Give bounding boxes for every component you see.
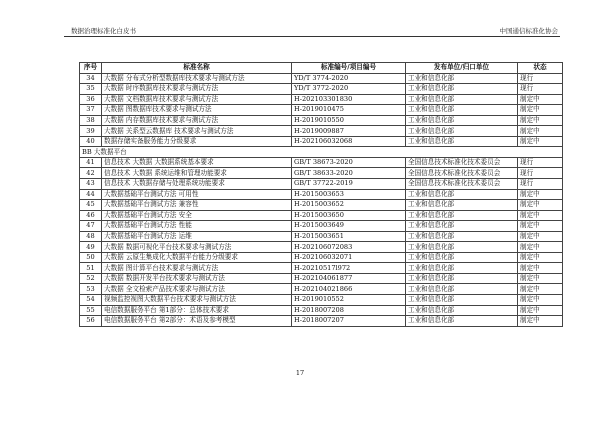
table-row (80, 94, 563, 105)
cell-status: 制定中 (518, 242, 563, 253)
page-header-right: 中国通信标准化协会 (499, 27, 558, 35)
table-group-row (80, 147, 563, 158)
cell-code: H-2019009887 (292, 126, 406, 137)
cell-no: 52 (80, 273, 102, 284)
cell-status: 制定中 (518, 126, 563, 137)
cell-org: 工业和信息化部 (406, 284, 518, 295)
cell-no: 54 (80, 295, 102, 306)
table-row (80, 200, 563, 211)
cell-no: 46 (80, 210, 102, 221)
table-row (80, 210, 563, 221)
cell-name: 电信数据服务平台 第2部分：术语及参考模型 (102, 316, 292, 327)
table-row (80, 305, 563, 316)
cell-status: 制定中 (518, 231, 563, 242)
cell-org: 全国信息技术标准化技术委员会 (406, 168, 518, 179)
cell-code: H-2015003652 (292, 200, 406, 211)
cell-code: H-2015003650 (292, 210, 406, 221)
cell-status: 制定中 (518, 94, 563, 105)
cell-code: H-202104061877 (292, 273, 406, 284)
table-row (80, 157, 563, 168)
group-label: BB 大数据平台 (80, 147, 563, 158)
cell-name: 大数据 关系型云数据库 技术要求与测试方法 (102, 126, 292, 137)
cell-no: 41 (80, 157, 102, 168)
cell-name: 大数据 内存数据库技术要求与测试方法 (102, 115, 292, 126)
cell-name: 大数据 图计算平台技术要求与测试方法 (102, 263, 292, 274)
cell-org: 工业和信息化部 (406, 200, 518, 211)
cell-org: 工业和信息化部 (406, 115, 518, 126)
cell-name: 信息技术 大数据 大数据系统基本要求 (102, 157, 292, 168)
cell-code: GB/T 38633-2020 (292, 168, 406, 179)
cell-name: 大数据 分布式分析型数据库技术要求与测试方法 (102, 73, 292, 84)
cell-code: H-2019010475 (292, 105, 406, 116)
cell-status: 制定中 (518, 273, 563, 284)
cell-org: 工业和信息化部 (406, 136, 518, 147)
cell-code: H-2019010552 (292, 295, 406, 306)
table-row (80, 189, 563, 200)
cell-status: 制定中 (518, 221, 563, 232)
cell-code: H-2015003649 (292, 221, 406, 232)
cell-status: 现行 (518, 168, 563, 179)
cell-status: 现行 (518, 84, 563, 95)
cell-no: 34 (80, 73, 102, 84)
cell-name: 大数据基础平台测试方法 兼容性 (102, 200, 292, 211)
cell-status: 制定中 (518, 136, 563, 147)
cell-org: 全国信息技术标准化技术委员会 (406, 179, 518, 190)
cell-no: 55 (80, 305, 102, 316)
table-row (80, 136, 563, 147)
cell-status: 制定中 (518, 263, 563, 274)
cell-code: H-202106032071 (292, 252, 406, 263)
header-rule (64, 36, 560, 37)
page-header-left: 数据治理标准化白皮书 (71, 27, 136, 35)
table-row (80, 231, 563, 242)
cell-org: 工业和信息化部 (406, 94, 518, 105)
cell-name: 信息技术 大数据存储与处理系统功能要求 (102, 179, 292, 190)
table-row (80, 242, 563, 253)
cell-org: 工业和信息化部 (406, 295, 518, 306)
cell-no: 40 (80, 136, 102, 147)
cell-status: 制定中 (518, 189, 563, 200)
cell-org: 工业和信息化部 (406, 84, 518, 95)
cell-code: H-2019010550 (292, 115, 406, 126)
cell-status: 现行 (518, 73, 563, 84)
cell-no: 42 (80, 168, 102, 179)
cell-status: 制定中 (518, 305, 563, 316)
table-row (80, 126, 563, 137)
cell-org: 工业和信息化部 (406, 273, 518, 284)
cell-code: H-202104021866 (292, 284, 406, 295)
cell-no: 51 (80, 263, 102, 274)
cell-status: 制定中 (518, 210, 563, 221)
cell-code: GB/T 38673-2020 (292, 157, 406, 168)
cell-name: 大数据 数据可视化平台技术要求与测试方法 (102, 242, 292, 253)
cell-name: 大数据 时序数据库技术要求与测试方法 (102, 84, 292, 95)
cell-no: 56 (80, 316, 102, 327)
table-row (80, 273, 563, 284)
table-row (80, 73, 563, 84)
cell-name: 大数据 全文检索产品技术要求与测试方法 (102, 284, 292, 295)
cell-name: 大数据 图数据库技术要求与测试方法 (102, 105, 292, 116)
cell-status: 制定中 (518, 105, 563, 116)
cell-code: H-2015003653 (292, 189, 406, 200)
cell-org: 工业和信息化部 (406, 263, 518, 274)
cell-code: H-20210517l972 (292, 263, 406, 274)
cell-org: 工业和信息化部 (406, 221, 518, 232)
cell-org: 工业和信息化部 (406, 210, 518, 221)
cell-status: 制定中 (518, 115, 563, 126)
cell-org: 工业和信息化部 (406, 231, 518, 242)
cell-org: 工业和信息化部 (406, 73, 518, 84)
cell-no: 43 (80, 179, 102, 190)
cell-status: 制定中 (518, 295, 563, 306)
cell-no: 38 (80, 115, 102, 126)
cell-code: H-202106032068 (292, 136, 406, 147)
cell-status: 现行 (518, 179, 563, 190)
table-row (80, 221, 563, 232)
cell-code: YD/T 3772-2020 (292, 84, 406, 95)
cell-name: 数据存储实备服务能力分级要求 (102, 136, 292, 147)
table-row (80, 115, 563, 126)
col-header-code: 标准编号/项目编号 (292, 63, 406, 74)
cell-org: 全国信息技术标准化技术委员会 (406, 157, 518, 168)
table-row (80, 295, 563, 306)
cell-org: 工业和信息化部 (406, 305, 518, 316)
cell-name: 大数据基础平台测试方法 运维 (102, 231, 292, 242)
cell-name: 视频监控视图大数据平台技术要求与测试方法 (102, 295, 292, 306)
table-row (80, 284, 563, 295)
cell-org: 工业和信息化部 (406, 242, 518, 253)
col-header-org: 发布单位/归口单位 (406, 63, 518, 74)
cell-no: 49 (80, 242, 102, 253)
cell-name: 电信数据服务平台 第1部分：总体技术要求 (102, 305, 292, 316)
cell-name: 大数据 云原生集成化大数据平台能力分级要求 (102, 252, 292, 263)
cell-code: H-2015003651 (292, 231, 406, 242)
cell-no: 53 (80, 284, 102, 295)
table-row (80, 263, 563, 274)
cell-status: 制定中 (518, 252, 563, 263)
cell-name: 大数据基础平台测试方法 安全 (102, 210, 292, 221)
table-row (80, 316, 563, 327)
cell-code: H-2018007208 (292, 305, 406, 316)
cell-name: 大数据基础平台测试方法 可用性 (102, 189, 292, 200)
cell-org: 工业和信息化部 (406, 105, 518, 116)
cell-org: 工业和信息化部 (406, 252, 518, 263)
cell-no: 48 (80, 231, 102, 242)
table-row (80, 168, 563, 179)
col-header-name: 标准名称 (102, 63, 292, 74)
table-row (80, 179, 563, 190)
cell-org: 工业和信息化部 (406, 126, 518, 137)
cell-org: 工业和信息化部 (406, 316, 518, 327)
cell-no: 36 (80, 94, 102, 105)
table-header-row (80, 63, 563, 74)
cell-name: 大数据 文档数据库技术要求与测试方法 (102, 94, 292, 105)
cell-no: 45 (80, 200, 102, 211)
cell-code: YD/T 3774-2020 (292, 73, 406, 84)
cell-no: 50 (80, 252, 102, 263)
cell-org: 工业和信息化部 (406, 189, 518, 200)
table-row (80, 105, 563, 116)
cell-no: 44 (80, 189, 102, 200)
cell-code: H-202106072083 (292, 242, 406, 253)
cell-code: GB/T 37722-2019 (292, 179, 406, 190)
cell-no: 37 (80, 105, 102, 116)
cell-status: 制定中 (518, 284, 563, 295)
cell-name: 大数据基础平台测试方法 性能 (102, 221, 292, 232)
cell-no: 35 (80, 84, 102, 95)
cell-status: 制定中 (518, 316, 563, 327)
cell-code: H-2021033018​30 (292, 94, 406, 105)
cell-name: 信息技术 大数据 系统运维和管理功能要求 (102, 168, 292, 179)
cell-code: H-2018007207 (292, 316, 406, 327)
standards-table (79, 62, 563, 327)
col-header-no: 序号 (80, 63, 102, 74)
page-number: 17 (295, 369, 305, 377)
cell-name: 大数据 数据开发平台技术要求与测试方法 (102, 273, 292, 284)
cell-no: 47 (80, 221, 102, 232)
table-row (80, 84, 563, 95)
cell-status: 制定中 (518, 200, 563, 211)
table-body (80, 73, 563, 326)
col-header-status: 状态 (518, 63, 563, 74)
cell-status: 现行 (518, 157, 563, 168)
cell-no: 39 (80, 126, 102, 137)
table-row (80, 252, 563, 263)
